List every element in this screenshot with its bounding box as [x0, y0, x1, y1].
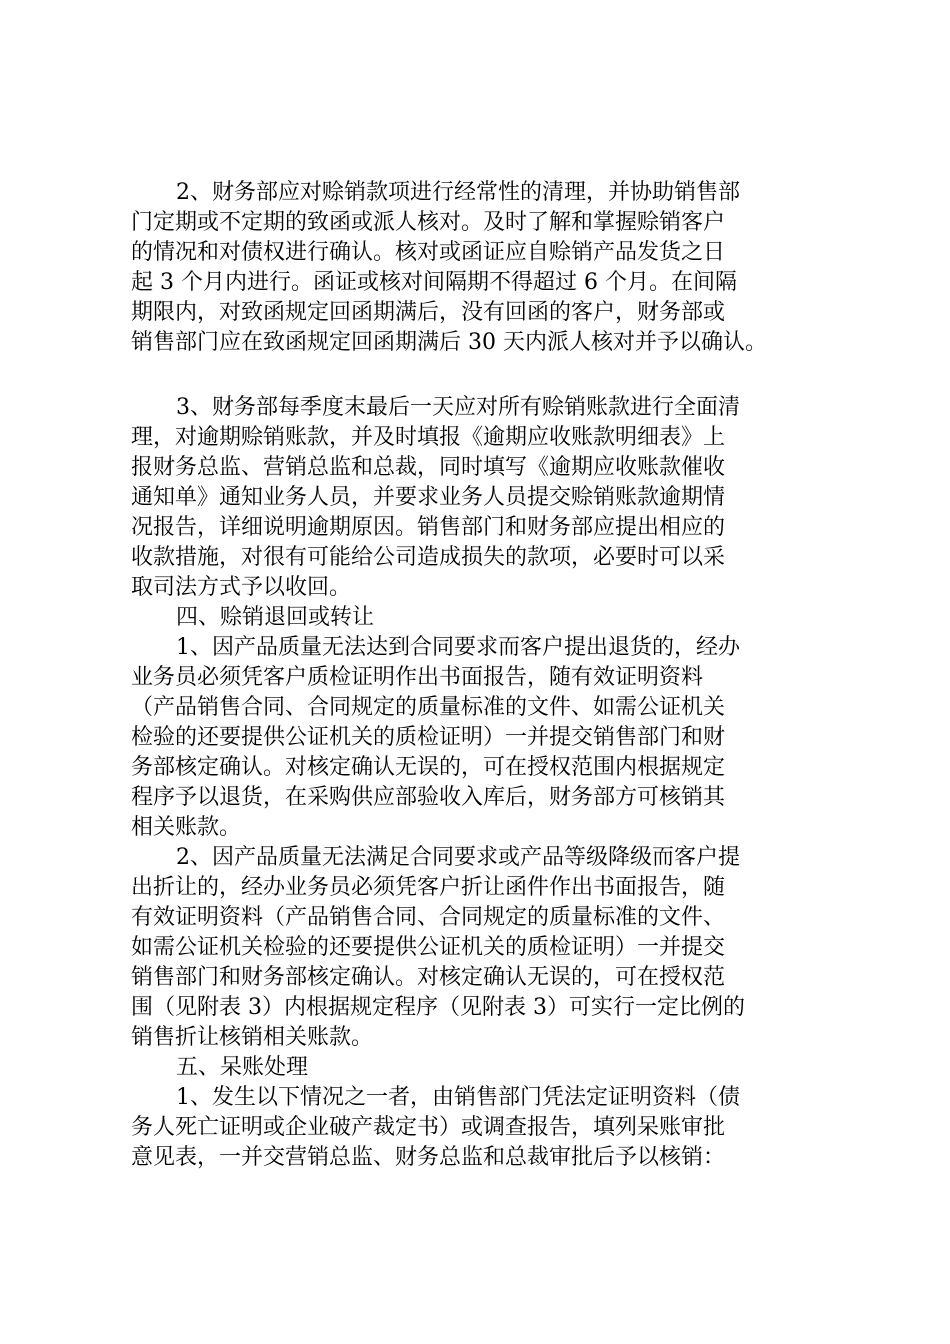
section-heading: 四、赊销退回或转让: [176, 605, 375, 630]
text-line: 报财务总监、营销总监和总裁，同时填写《逾期应收账款催收: [131, 455, 726, 480]
text-line: 2、因产品质量无法满足合同要求或产品等级降级而客户提: [176, 845, 740, 870]
text-line: 理，对逾期赊销账款，并及时填报《逾期应收账款明细表》上: [131, 425, 726, 450]
text-line: 围（见附表 3）内根据规定程序（见附表 3）可实行一定比例的: [131, 995, 745, 1020]
text-line: 3、财务部每季度末最后一天应对所有赊销账款进行全面清: [176, 395, 740, 420]
text-line: 收款措施，对很有可能给公司造成损失的款项，必要时可以采: [131, 545, 726, 570]
text-line: 取司法方式予以收回。: [131, 575, 352, 600]
text-line: 销售部门应在致函规定回函期满后 30 天内派人核对并予以确认。: [131, 330, 767, 355]
text-line: 起 3 个月内进行。函证或核对间隔期不得超过 6 个月。在间隔: [131, 270, 737, 295]
text-line: 有效证明资料（产品销售合同、合同规定的质量标准的文件、: [131, 905, 726, 930]
text-line: （产品销售合同、合同规定的质量标准的文件、如需公证机关: [131, 695, 726, 720]
text-line: 程序予以退货，在采购供应部验收入库后，财务部方可核销其: [131, 785, 726, 810]
text-line: 2、财务部应对赊销款项进行经常性的清理，并协助销售部: [176, 180, 740, 205]
text-line: 务人死亡证明或企业破产裁定书）或调查报告，填列呆账审批: [131, 1115, 726, 1140]
section-heading: 五、呆账处理: [176, 1055, 309, 1080]
text-line: 通知单》通知业务人员，并要求业务人员提交赊销账款逾期情: [131, 485, 726, 510]
text-line: 的情况和对债权进行确认。核对或函证应自赊销产品发货之日: [131, 240, 726, 265]
text-line: 相关账款。: [131, 815, 242, 840]
text-line: 检验的还要提供公证机关的质检证明）一并提交销售部门和财: [131, 725, 726, 750]
text-line: 期限内，对致函规定回函期满后，没有回函的客户，财务部或: [131, 300, 726, 325]
text-line: 1、发生以下情况之一者，由销售部门凭法定证明资料（债: [176, 1085, 740, 1110]
text-line: 况报告，详细说明逾期原因。销售部门和财务部应提出相应的: [131, 515, 726, 540]
text-line: 业务员必须凭客户质检证明作出书面报告，随有效证明资料: [131, 665, 704, 690]
text-line: 意见表，一并交营销总监、财务总监和总裁审批后予以核销：: [131, 1145, 726, 1170]
text-line: 销售部门和财务部核定确认。对核定确认无误的，可在授权范: [131, 965, 726, 990]
text-line: 门定期或不定期的致函或派人核对。及时了解和掌握赊销客户: [131, 210, 726, 235]
text-line: 1、因产品质量无法达到合同要求而客户提出退货的，经办: [176, 635, 740, 660]
text-line: 出折让的，经办业务员必须凭客户折让函件作出书面报告，随: [131, 875, 726, 900]
text-line: 如需公证机关检验的还要提供公证机关的质检证明）一并提交: [131, 935, 726, 960]
text-line: 销售折让核销相关账款。: [131, 1025, 374, 1050]
text-line: 务部核定确认。对核定确认无误的，可在授权范围内根据规定: [131, 755, 726, 780]
